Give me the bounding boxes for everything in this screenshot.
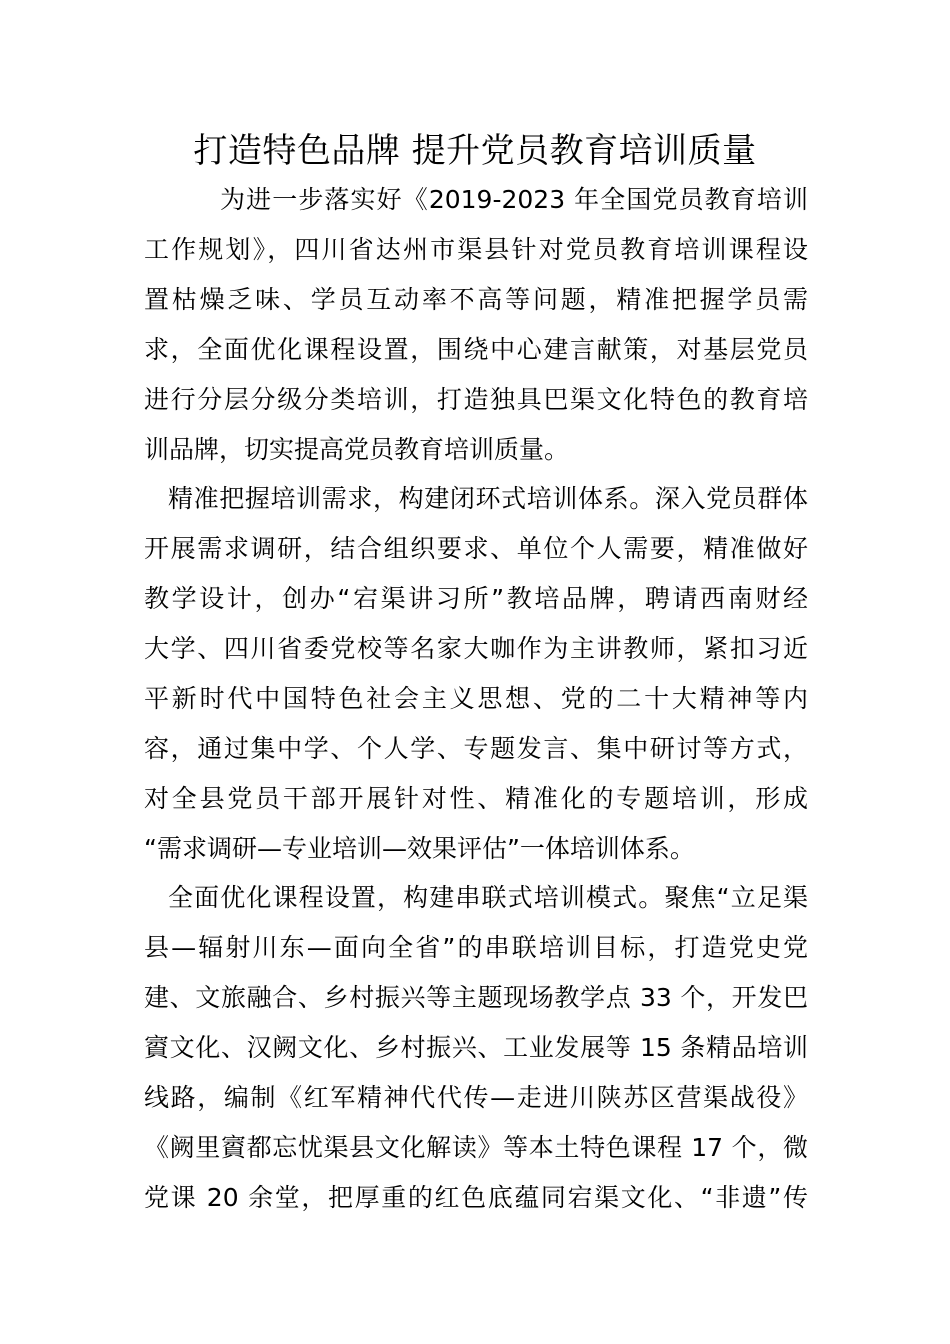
text-line: 进行分层分级分类培训，打造独具巴渠文化特色的教育培 — [144, 385, 808, 414]
text-line: 賨文化、汉阙文化、乡村振兴、工业发展等 15 条精品培训 — [144, 1033, 808, 1062]
text-line: 容，通过集中学、个人学、专题发言、集中研讨等方式， — [144, 734, 808, 763]
text-line: 求，全面优化课程设置，围绕中心建言献策，对基层党员 — [144, 335, 808, 364]
text-line: 党课 20 余堂，把厚重的红色底蕴同宕渠文化、“非遗”传 — [144, 1183, 808, 1212]
text-line: 平新时代中国特色社会主义思想、党的二十大精神等内 — [144, 684, 808, 713]
text-line: 全面优化课程设置，构建串联式培训模式。聚焦“立足渠 — [168, 883, 808, 912]
text-line: 精准把握培训需求，构建闭环式培训体系。深入党员群体 — [168, 484, 808, 513]
text-line: 为进一步落实好《2019-2023 年全国党员教育培训 — [220, 185, 808, 214]
text-line: 开展需求调研，结合组织要求、单位个人需要，精准做好 — [144, 534, 808, 563]
text-line: 大学、四川省委党校等名家大咖作为主讲教师，紧扣习近 — [144, 634, 808, 663]
text-line: 工作规划》，四川省达州市渠县针对党员教育培训课程设 — [144, 235, 808, 264]
text-line: 训品牌，切实提高党员教育培训质量。 — [144, 435, 570, 464]
text-line: 教学设计，创办“宕渠讲习所”教培品牌，聘请西南财经 — [144, 584, 808, 613]
text-line: “需求调研—专业培训—效果评估”一体培训体系。 — [144, 834, 695, 863]
text-line: 置枯燥乏味、学员互动率不高等问题，精准把握学员需 — [144, 285, 808, 314]
text-line: 线路，编制《红军精神代代传—走进川陕苏区营渠战役》 — [144, 1083, 808, 1112]
text-line: 县—辐射川东—面向全省”的串联培训目标，打造党史党 — [144, 933, 808, 962]
text-line: 《阙里賨都忘忧渠县文化解读》等本土特色课程 17 个，微 — [144, 1133, 808, 1162]
text-line: 对全县党员干部开展针对性、精准化的专题培训，形成 — [144, 784, 808, 813]
text-line: 建、文旅融合、乡村振兴等主题现场教学点 33 个，开发巴 — [144, 983, 808, 1012]
document-title: 打造特色品牌 提升党员教育培训质量 — [193, 131, 757, 171]
